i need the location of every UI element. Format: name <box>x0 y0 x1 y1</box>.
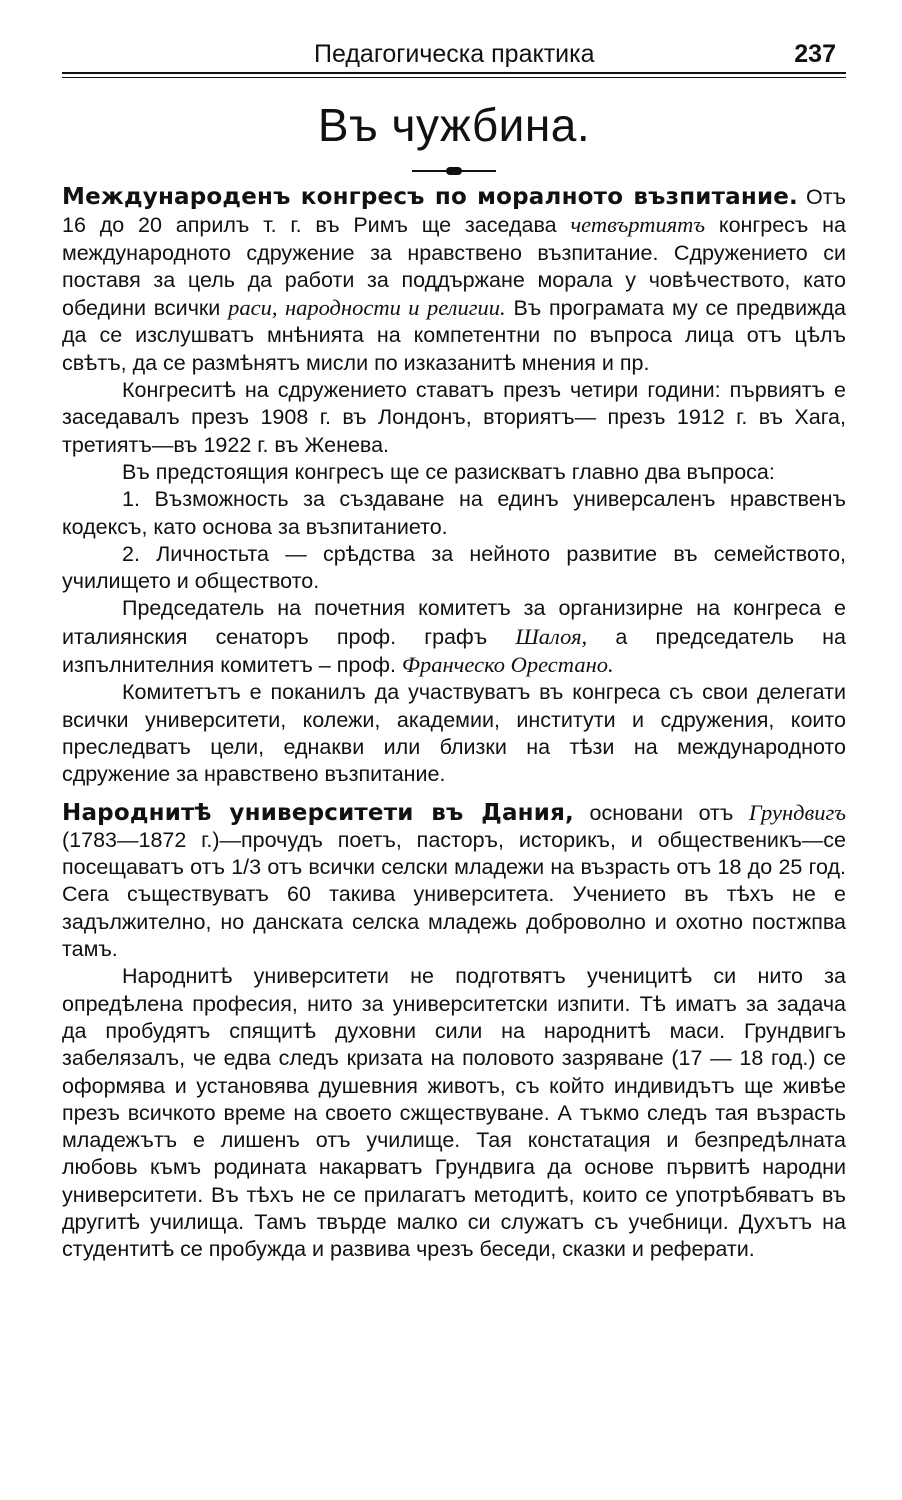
s2-text: отъ всички селски младежи на възрасть отъ 18 до 25 год. Сега съществуватъ 60 такива университета. Учението въ тѣхъ не е задължително, но данската селска младежь доброволно и охотно постжпва тамъ. <box>62 855 846 962</box>
section1-paragraph-1 <box>62 184 846 377</box>
section1-item-2: 2. Личностьта — срѣдства за нейното развитие въ семейството, училището и обществото. <box>62 541 846 594</box>
s1-emphasis: Франческо Орестано. <box>401 652 614 678</box>
running-title: Педагогическа практика <box>314 40 595 68</box>
s1-emphasis: четвъртиятъ <box>570 212 706 238</box>
page-title: Въ чужбина. <box>317 99 591 151</box>
s1-text: Въ програмата му се предвижда да се изслушватъ мнѣнията на компетентни по въпроса лица отъ цѣлъ свѣтъ, да се размѣнятъ мисли по изказанитѣ мнения и пр. <box>62 296 846 375</box>
section1-paragraph-7: Комитетътъ е поканилъ да участвуватъ въ конгреса съ свои делегати всички университети, колежи, академии, институти и сдружения, които преследватъ цели, еднакви или близки на тѣзи на международното сдружение за нравствено възпитание. <box>62 680 846 787</box>
s1-emphasis: Шалоя, <box>515 623 588 649</box>
s1-text: а председатель на изпълнителния комитетъ – проф. <box>62 624 846 678</box>
s2-emphasis: Грундвигъ <box>748 799 846 825</box>
section1-paragraph-3: Въ предстоящия конгресъ ще се разискватъ главно два въпроса: <box>122 459 775 484</box>
section2-heading: Народнитѣ университети въ Дания, <box>62 799 574 826</box>
header-rule-thin <box>62 77 846 78</box>
s2-text: основани отъ <box>574 800 749 825</box>
page-number: 237 <box>794 40 836 68</box>
s2-text: (1783—1872 г.)—прочудъ поетъ, пасторъ, историкъ, и общественикъ—се посещаватъ отъ <box>62 827 846 880</box>
section2-paragraph-1 <box>62 799 846 964</box>
section1-heading: Международенъ конгресъ по моралното възпитание. <box>62 184 798 210</box>
header-rule <box>62 72 846 74</box>
s1-text: конгресъ на международното сдружение за нравствено възпитание. Сдружението си поставя за цель да работи за поддържане морала у човѣчеството, като обедини всички <box>62 213 847 321</box>
s1-text: Отъ 16 до 20 априлъ т. г. въ Римъ ще заседава <box>62 185 846 238</box>
s1-text: Председатель на почетния комитетъ за организирне на конгреса е италиянския сенаторъ проф. графъ <box>62 596 846 649</box>
section1-paragraph-2: Конгреситѣ на сдружението ставатъ презъ четири години: първиятъ е заседавалъ презъ 1908 г. въ Лондонъ, вториятъ— презъ 1912 г. въ Хага, третиятъ—въ 1922 г. въ Женева. <box>62 378 846 457</box>
section1-item-1: 1. Възможность за създаване на единъ универсаленъ нравственъ кодексъ, като основа за възпитанието. <box>62 487 846 539</box>
section1-paragraph-6 <box>62 595 846 679</box>
section2-paragraph-2: Народнитѣ университети не подготвятъ ученицитѣ си нито за опредѣлена професия, нито за университетски изпити. Тѣ иматъ за задача да пробудятъ спящитѣ духовни сили на народнитѣ маси. Грундвигъ забелязалъ, че едва следъ кризата на половото зазряване (17 — 18 год.) се оформява и установява душевния животъ, съ който индивидътъ ще живѣе презъ всичкото време на своето сжществуване. А тъкмо следъ тая възрасть младежътъ е лишенъ отъ училище. Тая констатация и безпредѣлната любовь къмъ родината накарватъ Грундвига да основе първитѣ народни университети. Въ тѣхъ не се прилагатъ методитѣ, които се употрѣбяватъ въ другитѣ училища. Тамъ твърде малко си служатъ съ учебници. Духътъ на студентитѣ се пробужда и развива чрезъ беседи, сказки и реферати. <box>62 964 846 1262</box>
article-body <box>62 184 846 1264</box>
running-header <box>62 36 846 70</box>
title-ornament <box>412 170 496 172</box>
book-page <box>62 36 846 1264</box>
s1-emphasis: раси, народности и религии. <box>228 295 506 321</box>
fraction: 1/3 <box>231 855 262 880</box>
